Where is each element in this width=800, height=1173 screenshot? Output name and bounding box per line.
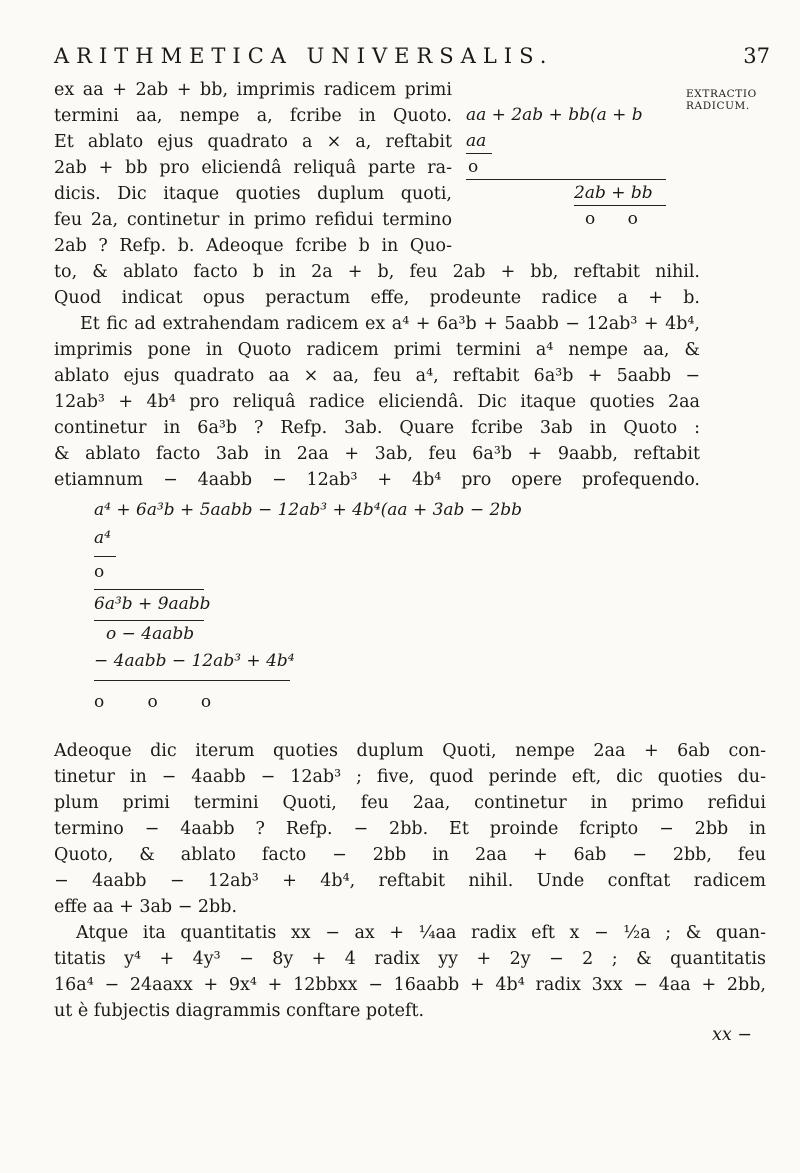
text-line: ut è fubjectis diagrammis conftare poteft. [54,1001,425,1021]
scheme-line: a⁴ [94,528,111,548]
catchword: xx − [712,1025,752,1045]
scheme-rule [466,153,492,154]
text-line: termini aa, nempe a, fcribe in Quoto. [54,106,452,126]
text-line: Et fic ad extrahendam radicem ex a⁴ + 6a³b + 5aabb − 12ab³ + 4b⁴, [80,314,700,334]
scheme-line: aa [466,131,487,151]
text-line: dicis. Dic itaque quoties duplum quoti, [54,184,452,204]
text-line: etiamnum − 4aabb − 12ab³ + 4b⁴ pro opere profequendo. [54,470,700,490]
scheme-rule [94,620,204,621]
text-line: titatis y⁴ + 4y³ − 8y + 4 radix yy + 2y − 2 ; & quantitatis [54,949,766,969]
scheme-line: a⁴ + 6a³b + 5aabb − 12ab³ + 4b⁴(aa + 3ab − 2bb [94,500,523,520]
text-line: & ablato facto 3ab in 2aa + 3ab, feu 6a³b + 9aabb, reftabit [54,444,700,464]
scheme-rule [94,680,290,681]
scheme-line: o [94,562,105,582]
text-line: 16a⁴ − 24aaxx + 9x⁴ + 12bbxx − 16aabb + 4b⁴ radix 3xx − 4aa + 2bb, [54,975,766,995]
running-header [54,44,770,74]
text-line: Quoto, & ablato facto − 2bb in 2aa + 6ab − 2bb, feu [54,845,766,865]
text-line: imprimis pone in Quoto radicem primi termini a⁴ nempe aa, & [54,340,700,360]
margin-note-line: EXTRACTIO [686,88,757,100]
scheme-line: − 4aabb − 12ab³ + 4b⁴ [94,651,295,671]
text-line: ablato ejus quadrato aa × aa, feu a⁴, reftabit 6a³b + 5aabb − [54,366,700,386]
scheme-line: o o o [94,692,212,712]
text-line: feu 2a, continetur in primo refidui termino [54,210,452,230]
scheme-line: o o [585,209,638,229]
scheme-line: aa + 2ab + bb(a + b [466,105,643,125]
scheme-line: 6a³b + 9aabb [94,594,211,614]
text-line: effe aa + 3ab − 2bb. [54,897,238,917]
text-line: tinetur in − 4aabb − 12ab³ ; five, quod perinde eft, dic quoties du- [54,767,766,787]
text-line: Quod indicat opus peractum effe, prodeunte radice a + b. [54,288,700,308]
scheme-rule [574,205,666,206]
scheme-rule [466,179,666,180]
text-line: ex aa + 2ab + bb, imprimis radicem primi [54,80,452,100]
scheme-line: 2ab + bb [574,183,653,203]
text-line: termino − 4aabb ? Refp. − 2bb. Et proinde fcripto − 2bb in [54,819,766,839]
margin-note [686,88,796,112]
text-line: Adeoque dic iterum quoties duplum Quoti, nempe 2aa + 6ab con- [54,741,766,761]
text-line: Et ablato ejus quadrato a × a, reftabit [54,132,452,152]
text-line: plum primi termini Quoti, feu 2aa, continetur in primo refidui [54,793,766,813]
text-line: − 4aabb − 12ab³ + 4b⁴, reftabit nihil. Unde conftat radicem [54,871,766,891]
scheme-rule [94,556,116,557]
margin-note-line: RADICUM. [686,100,750,112]
running-title: ARITHMETICA UNIVERSALIS. [54,44,554,68]
page-number: 37 [743,44,770,68]
text-line: 2ab ? Refp. b. Adeoque fcribe b in Quo- [54,236,452,256]
text-line: to, & ablato facto b in 2a + b, feu 2ab + bb, reftabit nihil. [54,262,700,282]
text-line: Atque ita quantitatis xx − ax + ¼aa radix eft x − ½a ; & quan- [76,923,766,943]
scheme-line: o − 4aabb [106,624,195,644]
text-line: 2ab + bb pro eliciendâ reliquâ parte ra- [54,158,452,178]
text-line: 12ab³ + 4b⁴ pro reliquâ radice eliciendâ. Dic itaque quoties 2aa [54,392,700,412]
text-line: continetur in 6a³b ? Refp. 3ab. Quare fcribe 3ab in Quoto : [54,418,700,438]
scheme-line: o [468,157,479,177]
scheme-rule [94,589,204,590]
